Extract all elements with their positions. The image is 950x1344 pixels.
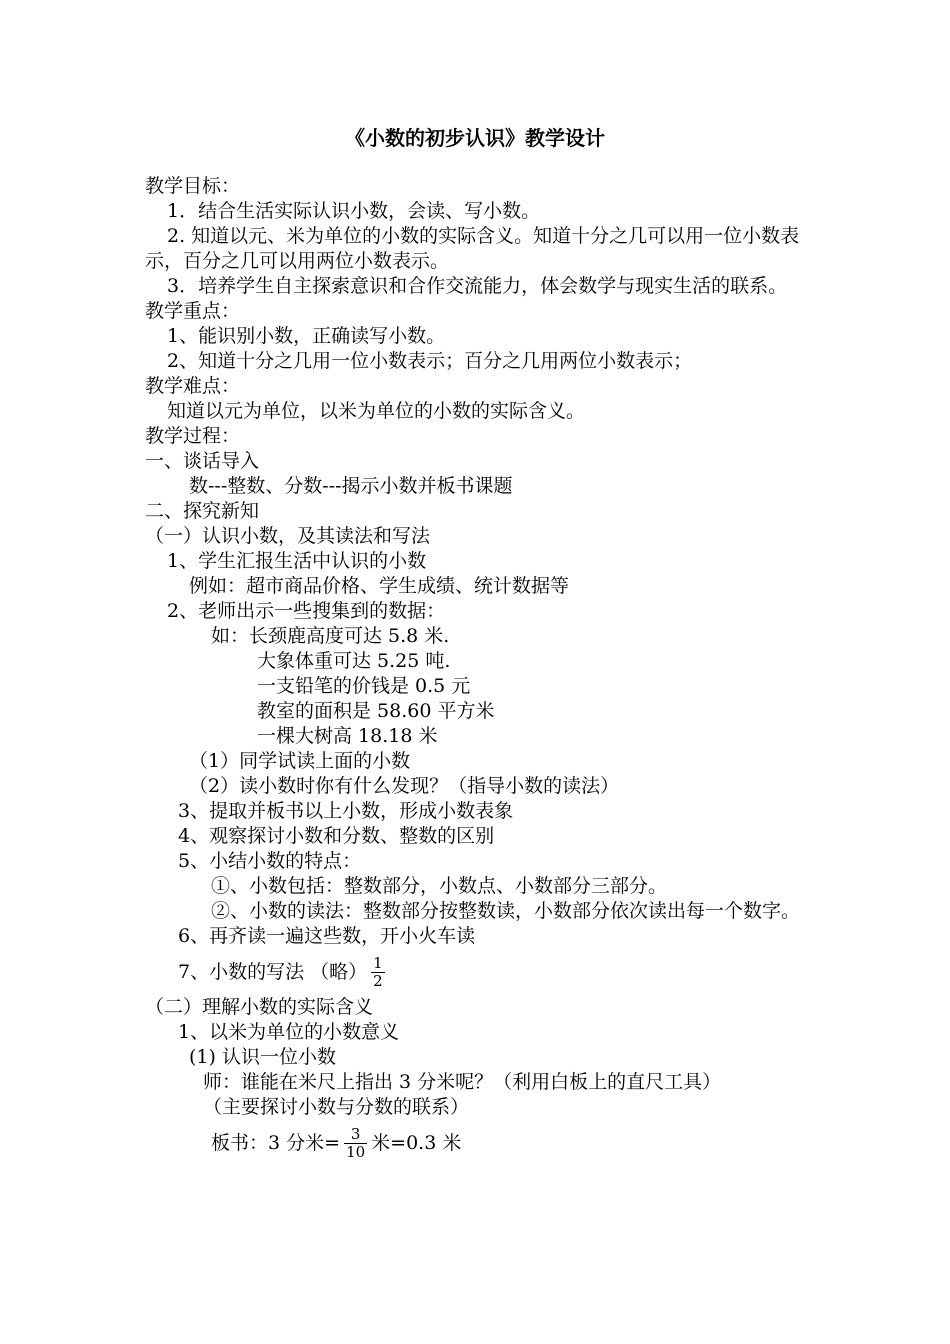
key-point-item: 2、知道十分之几用一位小数表示；百分之几用两位小数表示； xyxy=(167,350,693,372)
objectives-heading: 教学目标： xyxy=(145,175,241,197)
key-point-item: 1、能识别小数，正确读写小数。 xyxy=(167,325,446,347)
key-points-heading: 教学重点： xyxy=(145,300,241,322)
fraction-three-tenths xyxy=(344,1126,367,1161)
sec1-q2: （2）读小数时你有什么发现？（指导小数的读法） xyxy=(189,775,620,797)
sec2-step1: 1、以米为单位的小数意义 xyxy=(178,1021,400,1043)
part1-line: 数---整数、分数---揭示小数并板书课题 xyxy=(189,475,513,497)
board-prefix: 板书：3 分米= xyxy=(211,1131,341,1154)
fraction-denominator: 2 xyxy=(373,971,383,990)
sec1-q1: （1）同学试读上面的小数 xyxy=(189,750,411,772)
difficulty-item: 知道以元为单位，以米为单位的小数的实际含义。 xyxy=(167,400,586,422)
part1-heading: 一、谈话导入 xyxy=(145,450,260,472)
sec1-step5: 5、小结小数的特点： xyxy=(178,850,362,872)
sec1-step3: 3、提取并板书以上小数，形成小数表象 xyxy=(178,800,514,822)
fraction-denominator: 10 xyxy=(346,1142,366,1161)
example-item: 一支铅笔的价钱是 0.5 元 xyxy=(257,675,471,697)
feature-item: ①、小数包括：整数部分，小数点、小数部分三部分。 xyxy=(211,875,668,897)
example-item: 如：长颈鹿高度可达 5.8 米. xyxy=(211,625,450,647)
sec2-note: （主要探讨小数与分数的联系） xyxy=(203,1096,470,1118)
process-heading: 教学过程： xyxy=(145,425,241,447)
document-body xyxy=(145,174,810,1166)
sec2-heading: （二）理解小数的实际含义 xyxy=(145,996,374,1018)
sec2-teacher: 师：谁能在米尺上指出 3 分米呢？（利用白板上的直尺工具） xyxy=(203,1071,722,1093)
part2-heading: 二、探究新知 xyxy=(145,500,260,522)
difficulties-heading: 教学难点： xyxy=(145,375,241,397)
fraction-numerator: 3 xyxy=(350,1124,361,1143)
objective-item: 1．结合生活实际认识小数，会读、写小数。 xyxy=(167,200,541,222)
sec1-step2: 2、老师出示一些搜集到的数据： xyxy=(167,600,446,622)
sec1-step1: 1、学生汇报生活中认识的小数 xyxy=(167,550,427,572)
fraction-numerator: 1 xyxy=(373,953,383,972)
sec1-step7: 7、小数的写法 （略） xyxy=(178,960,368,983)
objective-item: 2. 知道以元、米为单位的小数的实际含义。知道十分之几可以用一位小数表示，百分之几可以用两位小数表示。 xyxy=(145,225,800,272)
sec1-step6: 6、再齐读一遍这些数，开小火车读 xyxy=(178,925,476,947)
sec1-step4: 4、观察探讨小数和分数、整数的区别 xyxy=(178,825,495,847)
example-item: 大象体重可达 5.25 吨. xyxy=(257,650,451,672)
sec1-step1-example: 例如：超市商品价格、学生成绩、统计数据等 xyxy=(189,575,570,597)
sec2-sub1: (1) 认识一位小数 xyxy=(189,1046,336,1068)
board-line xyxy=(145,1120,810,1166)
fraction-one-half xyxy=(371,955,385,990)
objective-item: 3．培养学生自主探索意识和合作交流能力，体会数学与现实生活的联系。 xyxy=(167,275,788,297)
feature-item: ②、小数的读法：整数部分按整数读，小数部分依次读出每一个数字。 xyxy=(211,900,801,922)
sec1-step7-line xyxy=(145,949,810,995)
example-item: 一棵大树高 18.18 米 xyxy=(257,725,438,747)
document-title: 《小数的初步认识》教学设计 xyxy=(345,126,605,150)
sec1-heading: （一）认识小数，及其读法和写法 xyxy=(145,525,431,547)
example-item: 教室的面积是 58.60 平方米 xyxy=(257,700,495,722)
board-suffix: 米=0.3 米 xyxy=(371,1131,462,1154)
